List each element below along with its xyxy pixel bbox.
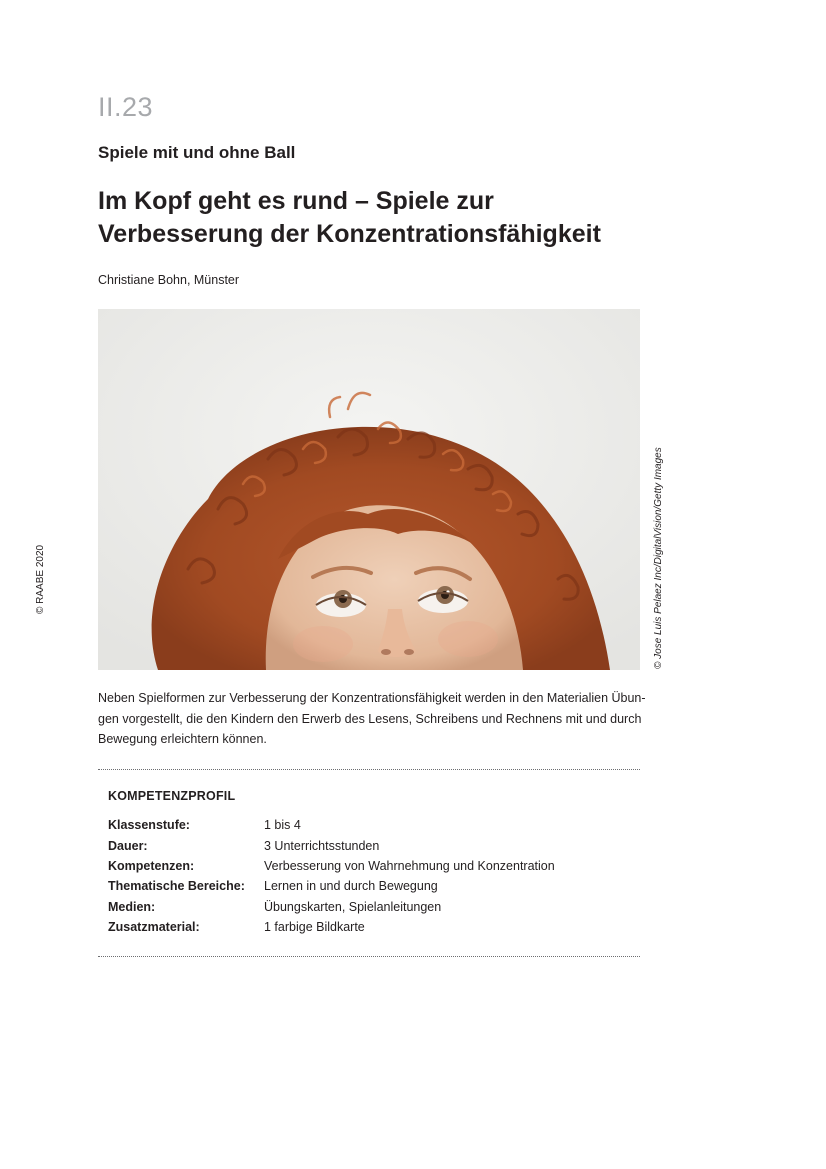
profile-row-competences <box>108 856 555 876</box>
intro-line-3: Bewegung erleichtern können. <box>98 732 267 746</box>
profile-label: Zusatzmaterial: <box>108 920 200 935</box>
section-number: II.23 <box>98 92 154 122</box>
profile-top-divider <box>98 769 640 770</box>
profile-row-duration <box>108 835 555 855</box>
author-line: Christiane Bohn, Münster <box>98 273 240 287</box>
side-copyright: © RAABE 2020 <box>35 544 46 614</box>
competence-profile-table <box>108 815 555 937</box>
profile-label: Dauer: <box>108 838 148 853</box>
intro-line-2: gen vorgestellt, die den Kindern den Erwerb des Lesens, Schreibens und Rechnens mit und durch <box>98 711 642 726</box>
profile-label: Thematische Bereiche: <box>108 879 245 894</box>
profile-row-extra-material <box>108 917 555 937</box>
series-title: Spiele mit und ohne Ball <box>98 143 296 162</box>
profile-value: 1 farbige Bildkarte <box>264 920 365 935</box>
page-title <box>98 185 658 251</box>
profile-value: 1 bis 4 <box>264 818 301 833</box>
intro-line-1: Neben Spielformen zur Verbesserung der Konzentrationsfähigkeit werden in den Materialien Übun- <box>98 691 646 705</box>
intro-paragraph <box>98 688 646 750</box>
profile-row-media <box>108 897 555 917</box>
title-line-2: Verbesserung der Konzentrationsfähigkeit <box>98 220 601 248</box>
cover-photo <box>98 309 640 670</box>
profile-bottom-divider <box>98 956 640 957</box>
profile-heading: KOMPETENZPROFIL <box>108 789 236 803</box>
profile-value: Übungskarten, Spielanleitungen <box>264 899 442 914</box>
profile-value: 3 Unterrichtsstunden <box>264 838 380 853</box>
profile-value: Verbesserung von Wahrnehmung und Konzentration <box>264 858 555 873</box>
title-line-1: Im Kopf geht es rund – Spiele zur <box>98 187 494 215</box>
photo-credit: © Jose Luis Pelaez Inc/DigitalVision/Getty Images <box>653 447 664 669</box>
profile-value: Lernen in und durch Bewegung <box>264 879 438 894</box>
profile-row-grade <box>108 815 555 835</box>
profile-label: Klassenstufe: <box>108 818 190 833</box>
profile-label: Kompetenzen: <box>108 858 195 873</box>
profile-row-topics <box>108 876 555 896</box>
profile-label: Medien: <box>108 899 156 914</box>
